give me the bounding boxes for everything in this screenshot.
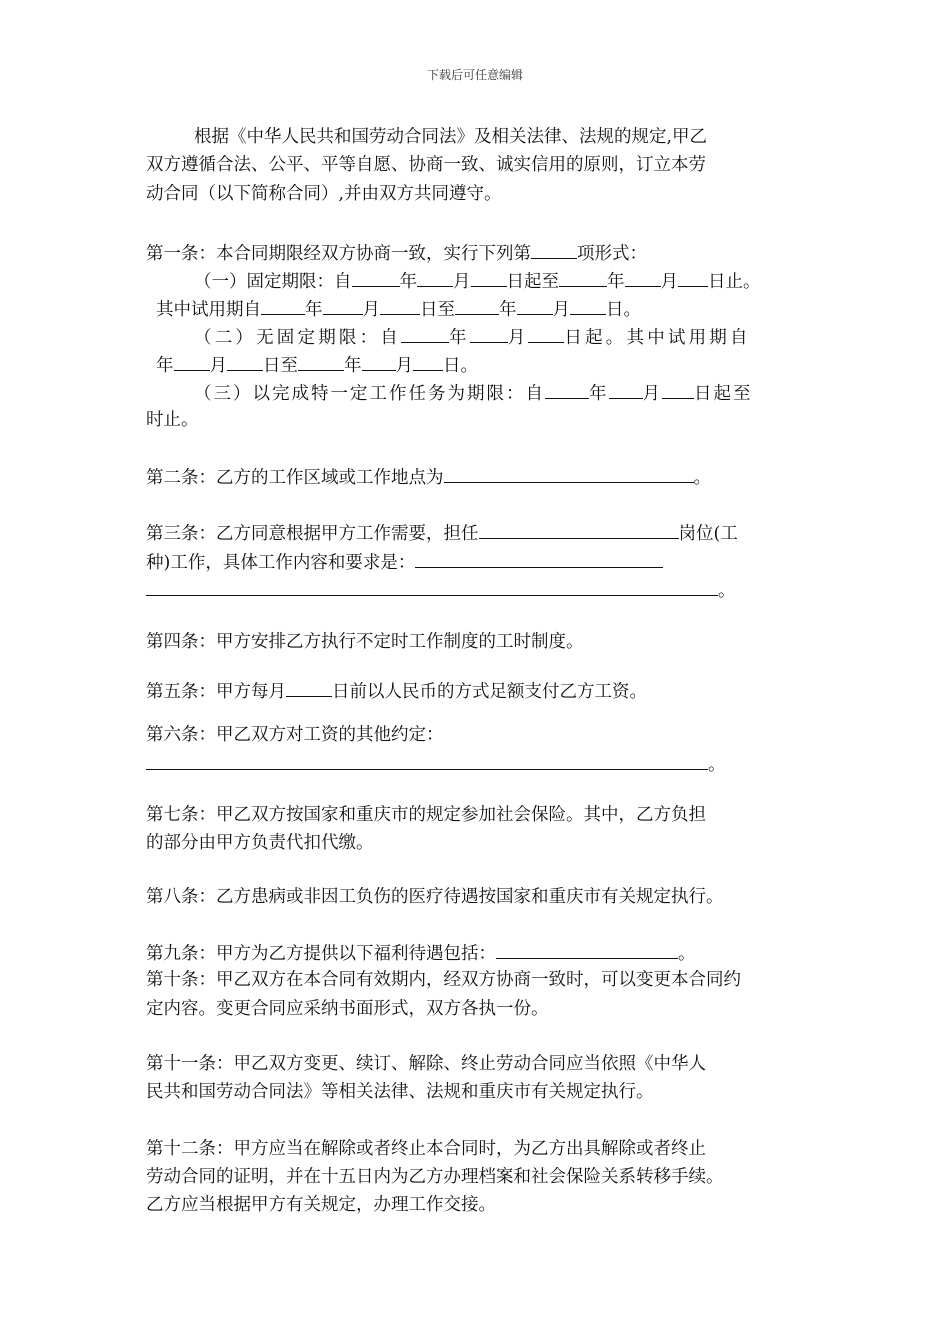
article-12-line-1: 第十二条：甲方应当在解除或者终止本合同时，为乙方出具解除或者终止 [146, 1139, 706, 1159]
open-start-year-blank[interactable] [401, 324, 449, 343]
open-probation-end-day-blank[interactable] [413, 352, 443, 371]
open-term-line [194, 324, 751, 350]
start-month-blank[interactable] [417, 268, 453, 287]
work-location-blank[interactable] [444, 464, 694, 483]
article-6-line-2 [146, 751, 726, 777]
month-label: 月 [552, 300, 570, 320]
article-3-line-3 [146, 577, 736, 603]
day-until-label: 日起至 [506, 272, 559, 292]
year-label: 年 [399, 272, 417, 292]
form-choice-blank[interactable] [531, 240, 577, 259]
month-label: 月 [507, 328, 529, 348]
article-11-line-2: 民共和国劳动合同法》等相关法律、法规和重庆市有关规定执行。 [146, 1082, 654, 1102]
open-start-month-blank[interactable] [470, 324, 508, 343]
end-day-blank[interactable] [678, 268, 708, 287]
day-end-label: 日。 [443, 356, 478, 376]
task-term-label: （三）以完成特一定工作任务为期限：自 [194, 384, 545, 404]
month-label: 月 [209, 356, 227, 376]
year-label: 年 [344, 356, 362, 376]
open-probation-end-month-blank[interactable] [362, 352, 396, 371]
article-5 [146, 678, 647, 704]
day-until-label: 日起至 [694, 384, 753, 404]
open-probation-start-month-blank[interactable] [174, 352, 210, 371]
day-to-label: 日至 [263, 356, 298, 376]
year-label: 年 [305, 300, 323, 320]
intro-line-3: 动合同（以下简称合同）,并由双方共同遵守。 [146, 184, 502, 204]
end-month-blank[interactable] [625, 268, 661, 287]
page-header-note: 下载后可任意编辑 [426, 68, 523, 82]
month-label: 月 [395, 356, 413, 376]
year-label: 年 [499, 300, 517, 320]
article-3-text-cont: 岗位(工 [678, 524, 738, 544]
article-5-text-cont: 日前以人民币的方式足额支付乙方工资。 [332, 682, 647, 702]
job-requirements-blank-2[interactable] [146, 577, 718, 596]
article-1-title [146, 240, 647, 266]
article-8: 第八条：乙方患病或非因工负伤的医疗待遇按国家和重庆市有关规定执行。 [146, 887, 724, 907]
article-3-text: 第三条：乙方同意根据甲方工作需要，担任 [146, 524, 479, 544]
article-11-line-1: 第十一条：甲乙双方变更、续订、解除、终止劳动合同应当依照《中华人 [146, 1054, 706, 1074]
article-12-line-3: 乙方应当根据甲方有关规定，办理工作交接。 [146, 1195, 496, 1215]
article-2 [146, 464, 711, 490]
year-label: 年 [156, 356, 174, 376]
probation-start-month-blank[interactable] [323, 296, 363, 315]
task-term-line [194, 380, 753, 406]
month-label: 月 [453, 272, 471, 292]
fixed-term-line [194, 268, 761, 294]
other-wage-terms-blank[interactable] [146, 751, 708, 770]
open-start-day-blank[interactable] [528, 324, 564, 343]
article-3 [146, 520, 738, 546]
period: 。 [678, 944, 696, 964]
probation-start-day-blank[interactable] [380, 296, 420, 315]
article-9-text: 第九条：甲方为乙方提供以下福利待遇包括： [146, 944, 496, 964]
article-10-line-2: 定内容。变更合同应采纳书面形式，双方各执一份。 [146, 999, 549, 1019]
period: 。 [708, 755, 726, 775]
task-term-end: 时止。 [146, 410, 199, 430]
period: 。 [693, 468, 711, 488]
article-5-text: 第五条：甲方每月 [146, 682, 286, 702]
fixed-term-probation-line [156, 296, 641, 322]
job-requirements-blank[interactable] [415, 549, 663, 568]
probation-end-month-blank[interactable] [517, 296, 553, 315]
article-7-line-2: 的部分由甲方负责代扣代缴。 [146, 833, 374, 853]
task-start-month-blank[interactable] [609, 380, 643, 399]
year-label: 年 [589, 384, 609, 404]
open-probation-start-day-blank[interactable] [227, 352, 263, 371]
open-term-probation-label: 日起。其中试用期自 [564, 328, 751, 348]
article-12-line-2: 劳动合同的证明，并在十五日内为乙方办理档案和社会保险关系转移手续。 [146, 1167, 724, 1187]
fixed-term-label: （一）固定期限：自 [194, 272, 352, 292]
article-9 [146, 940, 696, 966]
benefits-blank[interactable] [496, 940, 678, 959]
open-term-probation-line [156, 352, 478, 378]
pay-day-blank[interactable] [286, 678, 332, 697]
month-label: 月 [362, 300, 380, 320]
day-to-label: 日至 [420, 300, 455, 320]
probation-end-day-blank[interactable] [570, 296, 606, 315]
position-blank[interactable] [479, 520, 679, 539]
day-end-label: 日。 [606, 300, 641, 320]
year-label: 年 [607, 272, 625, 292]
article-1-text: 第一条：本合同期限经双方协商一致，实行下列第 [146, 244, 531, 264]
start-day-blank[interactable] [471, 268, 507, 287]
intro-line-2: 双方遵循合法、公平、平等自愿、协商一致、诚实信用的原则，订立本劳 [146, 155, 706, 175]
article-4: 第四条：甲方安排乙方执行不定时工作制度的工时制度。 [146, 632, 584, 652]
article-7-line-1: 第七条：甲乙双方按国家和重庆市的规定参加社会保险。其中，乙方负担 [146, 805, 706, 825]
article-10-line-1: 第十条：甲乙双方在本合同有效期内，经双方协商一致时，可以变更本合同约 [146, 970, 741, 990]
probation-label: 其中试用期自 [156, 300, 261, 320]
day-end-label: 日止。 [708, 272, 761, 292]
open-probation-end-year-blank[interactable] [298, 352, 344, 371]
year-label: 年 [449, 328, 470, 348]
task-start-year-blank[interactable] [545, 380, 589, 399]
open-term-label: （二）无固定期限：自 [194, 328, 401, 348]
start-year-blank[interactable] [352, 268, 400, 287]
task-start-day-blank[interactable] [662, 380, 694, 399]
period: 。 [718, 581, 736, 601]
intro-line-1: 根据《中华人民共和国劳动合同法》及相关法律、法规的规定,甲乙 [194, 127, 708, 147]
article-3-requirements-label: 种)工作，具体工作内容和要求是： [146, 553, 416, 573]
article-6: 第六条：甲乙双方对工资的其他约定： [146, 725, 444, 745]
end-year-blank[interactable] [559, 268, 607, 287]
article-2-text: 第二条：乙方的工作区域或工作地点为 [146, 468, 444, 488]
article-1-text-end: 项形式： [577, 244, 647, 264]
month-label: 月 [642, 384, 662, 404]
month-label: 月 [660, 272, 678, 292]
probation-end-year-blank[interactable] [455, 296, 499, 315]
article-3-line-2 [146, 549, 663, 575]
probation-start-year-blank[interactable] [261, 296, 305, 315]
